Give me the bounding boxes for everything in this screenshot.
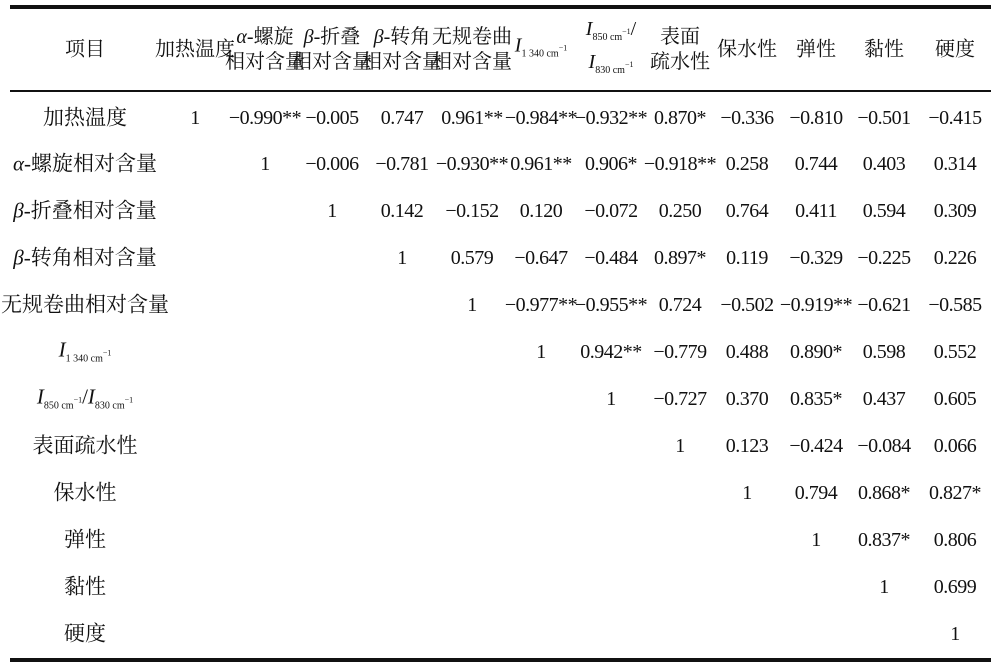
table-cell: 1 bbox=[950, 623, 960, 645]
table-cell: −0.501 bbox=[857, 107, 911, 129]
table-cell: 1 bbox=[742, 482, 752, 504]
column-header-line: 相对含量 bbox=[292, 51, 372, 73]
table-cell: −0.084 bbox=[857, 435, 911, 457]
row-label: $I_{1 340 cm^{-1}}$ bbox=[58, 337, 112, 365]
table-cell: 0.120 bbox=[519, 200, 563, 222]
column-header-line: $I_{830 cm^{-1}}$ bbox=[588, 51, 634, 76]
table-cell: 0.403 bbox=[862, 153, 906, 175]
table-cell: 0.142 bbox=[380, 200, 424, 222]
table-bottom-rule bbox=[10, 658, 991, 662]
table-cell: −0.502 bbox=[720, 294, 774, 316]
table-cell: −0.919** bbox=[779, 294, 853, 316]
table-cell: −0.072 bbox=[584, 200, 638, 222]
table-cell: 0.794 bbox=[794, 482, 838, 504]
column-header-random-coil bbox=[432, 25, 512, 75]
row-label: 加热温度 bbox=[43, 105, 127, 130]
table-cell: 1 bbox=[397, 247, 407, 269]
column-header-line: 加热温度 bbox=[155, 38, 235, 61]
table-cell: 0.488 bbox=[725, 341, 769, 363]
table-cell: 0.744 bbox=[794, 153, 838, 175]
column-header-line: β-折叠 bbox=[303, 26, 361, 48]
table-cell: 0.552 bbox=[933, 341, 977, 363]
table-cell: −0.932** bbox=[574, 107, 648, 129]
table-cell: 0.250 bbox=[658, 200, 702, 222]
table-cell: −0.006 bbox=[305, 153, 359, 175]
column-header-line: 弹性 bbox=[796, 38, 836, 61]
row-label: $I_{850 cm^{-1}}/I_{830 cm^{-1}}$ bbox=[36, 384, 134, 412]
column-header-line: 保水性 bbox=[717, 38, 777, 61]
table-cell: 1 bbox=[536, 341, 546, 363]
table-cell: 0.806 bbox=[933, 529, 977, 551]
table-cell: 0.594 bbox=[862, 200, 906, 222]
column-header-line: 黏性 bbox=[864, 38, 904, 61]
row-label: α-螺旋相对含量 bbox=[12, 151, 158, 176]
column-header-line: $I_{1 340 cm^{-1}}$ bbox=[514, 34, 568, 60]
table-cell: −0.918** bbox=[643, 153, 717, 175]
column-header-line: 硬度 bbox=[935, 38, 975, 61]
row-label: 保水性 bbox=[53, 480, 117, 505]
table-cell: −0.484 bbox=[584, 247, 638, 269]
table-cell: 0.724 bbox=[658, 294, 702, 316]
column-header-line: α-螺旋 bbox=[236, 26, 294, 48]
table-cell: 0.370 bbox=[725, 388, 769, 410]
table-cell: 0.314 bbox=[933, 153, 977, 175]
table-cell: −0.779 bbox=[653, 341, 707, 363]
column-header-viscosity bbox=[864, 38, 904, 63]
table-cell: 0.309 bbox=[933, 200, 977, 222]
column-header-elasticity bbox=[796, 38, 836, 63]
column-header-i850-i830 bbox=[586, 17, 636, 83]
table-cell: 1 bbox=[467, 294, 477, 316]
table-cell: −0.984** bbox=[504, 107, 578, 129]
column-header-line: 相对含量 bbox=[362, 51, 442, 73]
table-cell: −0.152 bbox=[445, 200, 499, 222]
table-cell: 0.835* bbox=[790, 388, 842, 410]
table-cell: 1 bbox=[190, 107, 200, 129]
column-header-line: 相对含量 bbox=[225, 51, 305, 73]
table-cell: −0.977** bbox=[504, 294, 578, 316]
table-cell: −0.336 bbox=[720, 107, 774, 129]
table-cell: 0.870* bbox=[654, 107, 706, 129]
table-cell: −0.621 bbox=[857, 294, 911, 316]
table-cell: 0.890* bbox=[790, 341, 842, 363]
table-cell: 0.942** bbox=[580, 341, 642, 363]
column-header-line: 无规卷曲 bbox=[432, 26, 512, 48]
table-cell: −0.585 bbox=[928, 294, 982, 316]
row-label: 硬度 bbox=[64, 621, 106, 646]
table-cell: 0.579 bbox=[450, 247, 494, 269]
column-header-item bbox=[65, 38, 105, 63]
table-cell: 0.226 bbox=[933, 247, 977, 269]
table-cell: −0.990** bbox=[228, 107, 302, 129]
table-cell: 1 bbox=[260, 153, 270, 175]
column-header-surface-hydrophobicity bbox=[650, 25, 710, 75]
table-cell: 0.961** bbox=[510, 153, 572, 175]
table-cell: 0.868* bbox=[858, 482, 910, 504]
table-cell: 0.123 bbox=[725, 435, 769, 457]
column-header-beta-sheet bbox=[292, 25, 372, 75]
row-label: 弹性 bbox=[64, 527, 106, 552]
column-header-line: β-转角 bbox=[373, 26, 431, 48]
table-cell: −0.424 bbox=[789, 435, 843, 457]
table-cell: 1 bbox=[811, 529, 821, 551]
column-header-line: 表面 bbox=[660, 26, 700, 48]
table-cell: 0.961** bbox=[441, 107, 503, 129]
table-top-rule bbox=[10, 5, 991, 9]
table-cell: 0.699 bbox=[933, 576, 977, 598]
table-cell: 0.747 bbox=[380, 107, 424, 129]
table-cell: 1 bbox=[675, 435, 685, 457]
table-cell: −0.415 bbox=[928, 107, 982, 129]
column-header-water-retention bbox=[717, 38, 777, 63]
table-cell: −0.329 bbox=[789, 247, 843, 269]
table-cell: −0.955** bbox=[574, 294, 648, 316]
column-header-line: 相对含量 bbox=[432, 51, 512, 73]
table-cell: 0.598 bbox=[862, 341, 906, 363]
row-label: 黏性 bbox=[64, 574, 106, 599]
table-cell: −0.647 bbox=[514, 247, 568, 269]
table-cell: 0.837* bbox=[858, 529, 910, 551]
table-cell: 0.605 bbox=[933, 388, 977, 410]
column-header-line: $I_{850 cm^{-1}}/$ bbox=[585, 18, 637, 43]
table-cell: 1 bbox=[327, 200, 337, 222]
table-cell: 0.897* bbox=[654, 247, 706, 269]
table-cell: 0.258 bbox=[725, 153, 769, 175]
column-header-line: 项目 bbox=[65, 38, 105, 61]
column-header-i1340 bbox=[515, 34, 567, 67]
table-cell: 0.437 bbox=[862, 388, 906, 410]
table-cell: 0.066 bbox=[933, 435, 977, 457]
column-header-hardness bbox=[935, 38, 975, 63]
table-cell: −0.005 bbox=[305, 107, 359, 129]
table-cell: 0.827* bbox=[929, 482, 981, 504]
table-cell: 0.906* bbox=[585, 153, 637, 175]
column-header-heating-temperature bbox=[155, 38, 235, 63]
row-label: 无规卷曲相对含量 bbox=[1, 292, 169, 317]
table-cell: 0.764 bbox=[725, 200, 769, 222]
table-cell: −0.727 bbox=[653, 388, 707, 410]
table-cell: 0.119 bbox=[726, 247, 768, 269]
row-label: β-转角相对含量 bbox=[13, 245, 157, 270]
table-cell: −0.225 bbox=[857, 247, 911, 269]
table-cell: 0.411 bbox=[795, 200, 837, 222]
table-cell: 1 bbox=[879, 576, 889, 598]
table-cell: −0.810 bbox=[789, 107, 843, 129]
column-header-beta-turn bbox=[362, 25, 442, 75]
table-cell: 1 bbox=[606, 388, 616, 410]
table-header-rule bbox=[10, 90, 991, 92]
table-cell: −0.781 bbox=[375, 153, 429, 175]
row-label: 表面疏水性 bbox=[32, 433, 138, 458]
column-header-line: 疏水性 bbox=[650, 51, 710, 73]
table-cell: −0.930** bbox=[435, 153, 509, 175]
row-label: β-折叠相对含量 bbox=[13, 198, 157, 223]
